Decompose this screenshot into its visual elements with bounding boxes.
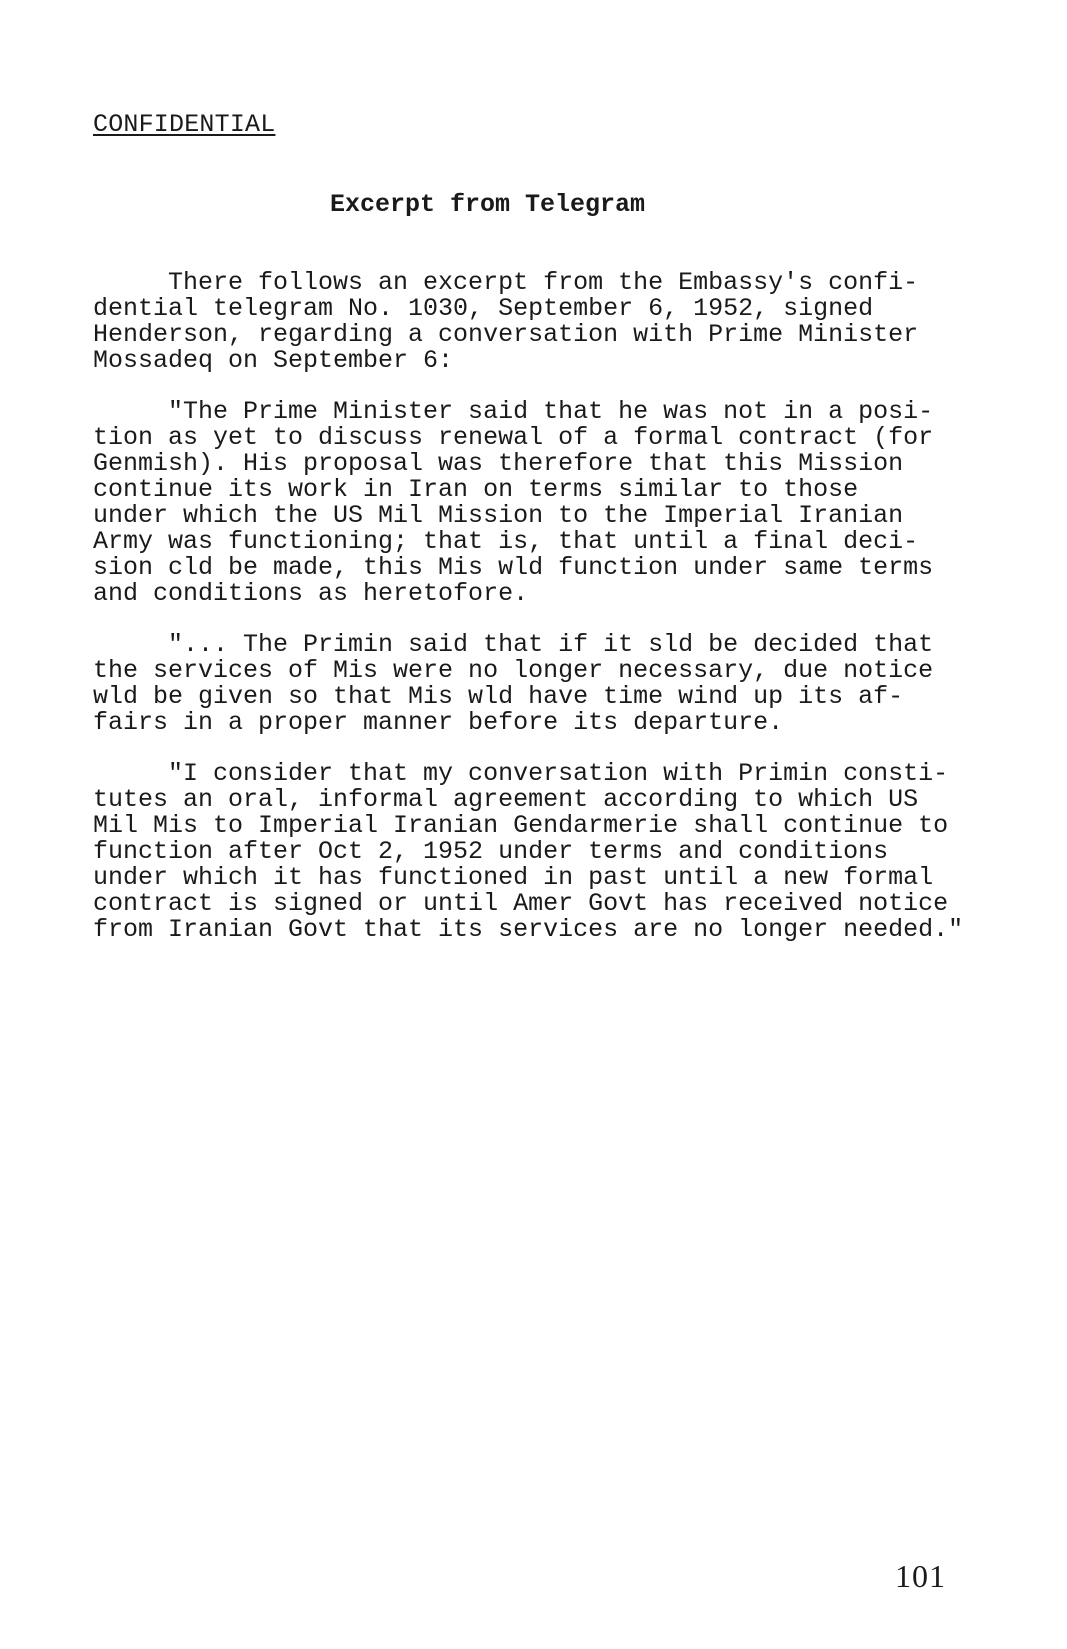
text-line: Genmish). His proposal was therefore that this Mission: [93, 449, 904, 478]
text-line: contract is signed or until Amer Govt has received notice: [93, 889, 949, 918]
paragraph-gap: [93, 607, 993, 632]
text-line: from Iranian Govt that its services are no longer needed.": [93, 915, 964, 944]
paragraph-gap: [93, 736, 993, 761]
paragraph-intro: [93, 270, 993, 374]
text-line: tutes an oral, informal agreement according to which US: [93, 785, 919, 814]
text-line: Mil Mis to Imperial Iranian Gendarmerie shall continue to: [93, 811, 949, 840]
paragraph-gap: [93, 374, 993, 399]
text-line: Army was functioning; that is, that until a final deci-: [93, 527, 919, 556]
telegram-excerpt-body: [93, 270, 993, 943]
text-line: "... The Primin said that if it sld be decided that: [93, 630, 934, 659]
text-line: continue its work in Iran on terms similar to those: [93, 475, 859, 504]
text-line: fairs in a proper manner before its departure.: [93, 708, 784, 737]
text-line: Henderson, regarding a conversation with Prime Minister: [93, 320, 919, 349]
paragraph-prime-minister-statement: [93, 399, 993, 607]
text-line: and conditions as heretofore.: [93, 579, 529, 608]
text-line: sion cld be made, this Mis wld function under same terms: [93, 553, 934, 582]
text-line: under which the US Mil Mission to the Imperial Iranian: [93, 501, 904, 530]
paragraph-informal-agreement: [93, 761, 993, 943]
text-line: function after Oct 2, 1952 under terms and conditions: [93, 837, 889, 866]
text-line: under which it has functioned in past until a new formal: [93, 863, 934, 892]
text-line: There follows an excerpt from the Embassy's confi-: [93, 268, 919, 297]
text-line: wld be given so that Mis wld have time wind up its af-: [93, 682, 904, 711]
classification-marking: CONFIDENTIAL: [93, 110, 276, 139]
text-line: "The Prime Minister said that he was not in a posi-: [93, 397, 934, 426]
page-number: 101: [895, 1558, 946, 1594]
text-line: the services of Mis were no longer necessary, due notice: [93, 656, 934, 685]
paragraph-primin-notice: [93, 632, 993, 736]
text-line: dential telegram No. 1030, September 6, 1952, signed: [93, 294, 874, 323]
text-line: "I consider that my conversation with Primin consti-: [93, 759, 949, 788]
text-line: tion as yet to discuss renewal of a formal contract (for: [93, 423, 934, 452]
document-title: Excerpt from Telegram: [330, 190, 646, 219]
text-line: Mossadeq on September 6:: [93, 346, 454, 375]
